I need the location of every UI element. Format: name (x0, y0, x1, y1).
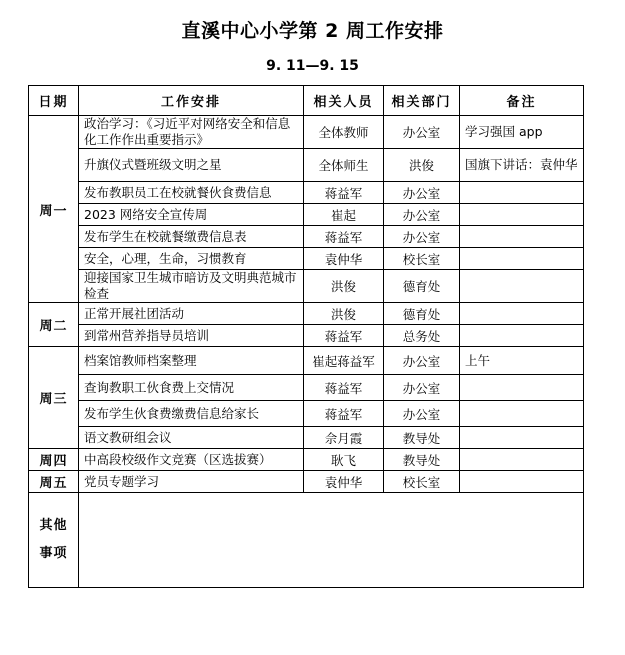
person-cell: 洪俊 (304, 270, 384, 303)
note-cell (460, 248, 584, 270)
person-cell: 袁仲华 (304, 471, 384, 493)
note-cell (460, 270, 584, 303)
note-cell (460, 471, 584, 493)
person-cell: 佘月霞 (304, 427, 384, 449)
header-dept: 相关部门 (384, 86, 460, 116)
dept-cell: 办公室 (384, 182, 460, 204)
dept-cell: 校长室 (384, 248, 460, 270)
page-title: 直溪中心小学第 2 周工作安排 (181, 20, 444, 42)
schedule-table (28, 85, 584, 588)
note-cell (460, 303, 584, 325)
table-row (29, 226, 584, 248)
dept-cell: 办公室 (384, 116, 460, 149)
table-row (29, 116, 584, 149)
task-cell: 发布学生伙食费缴费信息给家长 (79, 401, 304, 427)
table-row (29, 204, 584, 226)
day-thursday: 周四 (29, 449, 79, 471)
dept-cell: 总务处 (384, 325, 460, 347)
dept-cell: 办公室 (384, 226, 460, 248)
dept-cell: 教导处 (384, 427, 460, 449)
note-cell (460, 427, 584, 449)
header-row (29, 86, 584, 116)
table-row (29, 401, 584, 427)
table-row (29, 270, 584, 303)
header-note: 备注 (460, 86, 584, 116)
person-cell: 蒋益军 (304, 182, 384, 204)
person-cell: 蒋益军 (304, 325, 384, 347)
task-cell: 语文教研组会议 (79, 427, 304, 449)
table-row (29, 248, 584, 270)
note-cell (460, 204, 584, 226)
note-cell: 上午 (460, 347, 584, 375)
person-cell: 蒋益军 (304, 375, 384, 401)
note-cell (460, 375, 584, 401)
task-cell: 迎接国家卫生城市暗访及文明典范城市检查 (79, 270, 304, 303)
dept-cell: 校长室 (384, 471, 460, 493)
task-cell: 正常开展社团活动 (79, 303, 304, 325)
day-monday: 周一 (29, 116, 79, 303)
task-cell: 党员专题学习 (79, 471, 304, 493)
task-cell: 2023 网络安全宣传周 (79, 204, 304, 226)
person-cell: 洪俊 (304, 303, 384, 325)
person-cell: 蒋益军 (304, 226, 384, 248)
dept-cell: 德育处 (384, 270, 460, 303)
person-cell: 崔起 (304, 204, 384, 226)
note-cell (460, 182, 584, 204)
task-cell: 到常州营养指导员培训 (79, 325, 304, 347)
person-cell: 蒋益军 (304, 401, 384, 427)
task-cell: 升旗仪式暨班级文明之星 (79, 149, 304, 182)
note-cell (460, 226, 584, 248)
dept-cell: 德育处 (384, 303, 460, 325)
dept-cell: 洪俊 (384, 149, 460, 182)
dept-cell: 办公室 (384, 401, 460, 427)
person-cell: 全体教师 (304, 116, 384, 149)
task-cell: 发布教职员工在校就餐伙食费信息 (79, 182, 304, 204)
date-range: 9. 11—9. 15 (266, 58, 359, 74)
person-cell: 全体师生 (304, 149, 384, 182)
table-row (29, 449, 584, 471)
note-cell (460, 449, 584, 471)
table-row (29, 471, 584, 493)
task-cell: 安全，心理，生命，习惯教育 (79, 248, 304, 270)
day-other: 其他事项 (29, 493, 79, 588)
table-row (29, 347, 584, 375)
header-day: 日期 (29, 86, 79, 116)
table-row (29, 325, 584, 347)
day-tuesday: 周二 (29, 303, 79, 347)
table-row (29, 375, 584, 401)
day-friday: 周五 (29, 471, 79, 493)
task-cell: 档案馆教师档案整理 (79, 347, 304, 375)
person-cell: 袁仲华 (304, 248, 384, 270)
note-cell (460, 325, 584, 347)
table-row (29, 427, 584, 449)
header-task: 工作安排 (79, 86, 304, 116)
note-cell (460, 401, 584, 427)
dept-cell: 教导处 (384, 449, 460, 471)
dept-cell: 办公室 (384, 347, 460, 375)
note-cell: 学习强国 app (460, 116, 584, 149)
table-row (29, 182, 584, 204)
other-items-cell (79, 493, 584, 588)
table-row (29, 493, 584, 588)
person-cell: 崔起蒋益军 (304, 347, 384, 375)
day-wednesday: 周三 (29, 347, 79, 449)
table-row (29, 303, 584, 325)
task-cell: 发布学生在校就餐缴费信息表 (79, 226, 304, 248)
note-cell: 国旗下讲话：袁仲华 (460, 149, 584, 182)
person-cell: 耿飞 (304, 449, 384, 471)
dept-cell: 办公室 (384, 204, 460, 226)
dept-cell: 办公室 (384, 375, 460, 401)
task-cell: 中高段校级作文竞赛（区选拔赛） (79, 449, 304, 471)
task-cell: 查询教职工伙食费上交情况 (79, 375, 304, 401)
task-cell: 政治学习：《习近平对网络安全和信息化工作作出重要指示》 (79, 116, 304, 149)
table-row (29, 149, 584, 182)
header-person: 相关人员 (304, 86, 384, 116)
